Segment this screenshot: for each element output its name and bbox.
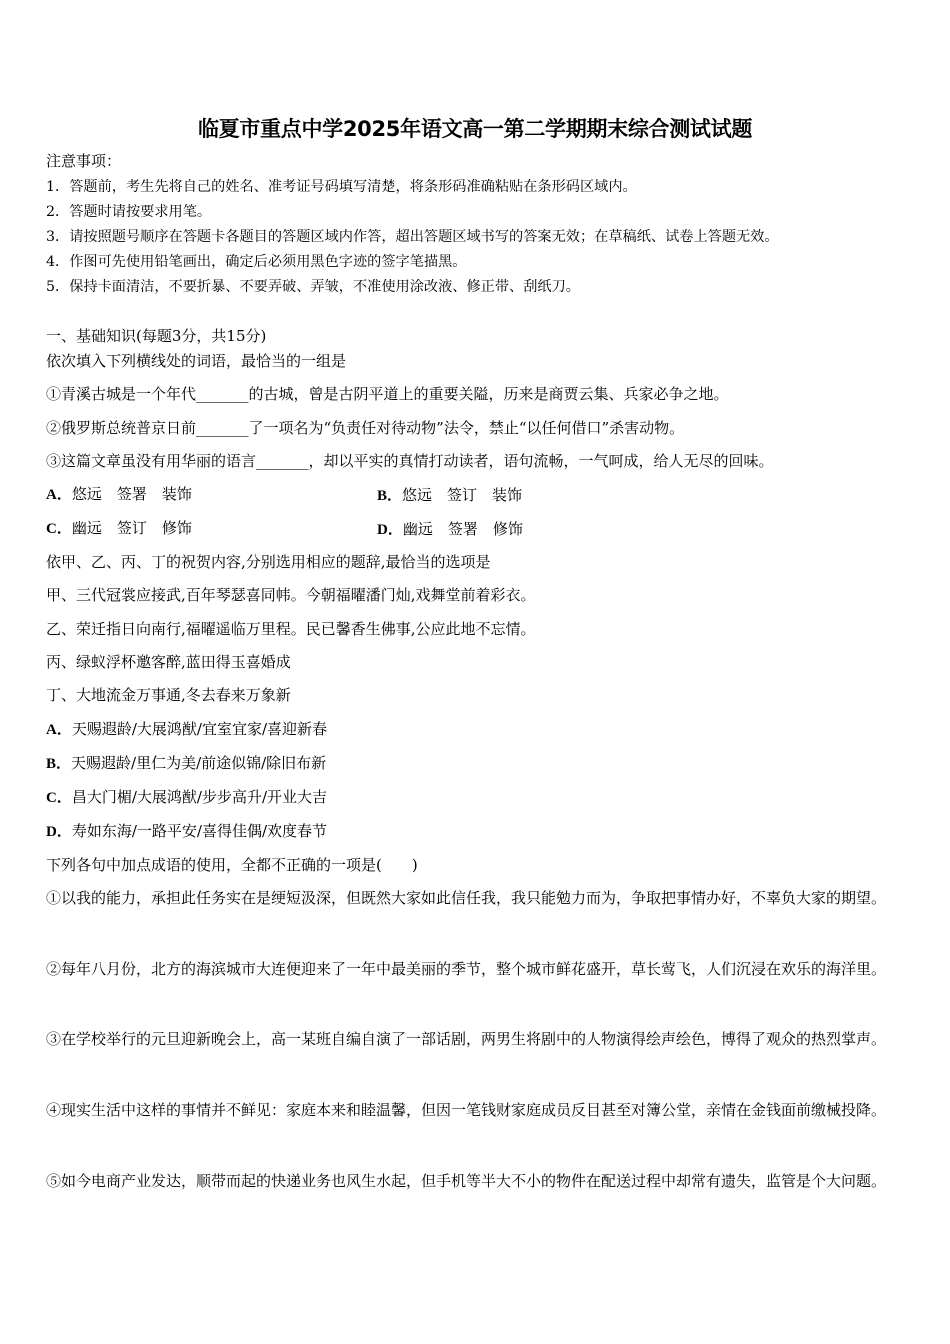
question-line: 丁、大地流金万事通,冬去春来万象新: [46, 686, 291, 704]
option-a: [46, 719, 327, 740]
question-stem: 依甲、乙、丙、丁的祝贺内容,分别选用相应的题辞,最恰当的选项是: [46, 553, 491, 571]
notice-header: 注意事项：: [46, 152, 122, 170]
question-line: 甲、三代冠裳应接武,百年琴瑟喜同帏。今朝福曜潘门灿,戏舞堂前着彩衣。: [46, 586, 536, 604]
notice-item: 1．答题前，考生先将自己的姓名、准考证号码填写清楚，将条形码准确粘贴在条形码区域内。: [46, 179, 637, 195]
notice-item: 3．请按照题号顺序在答题卡各题目的答题区域内作答，超出答题区域书写的答案无效；在草稿纸、试卷上答题无效。: [46, 229, 779, 245]
question-sentence: ②俄罗斯总统普京日前_______了一项名为“负责任对待动物”法令，禁止“以任何借口”杀害动物。: [46, 419, 685, 437]
option-letter: C．: [46, 521, 72, 537]
option-text: 悠远 签署 装饰: [71, 485, 192, 503]
option-text: 天赐遐龄/大展鸿猷/宜室宜家/喜迎新春: [71, 720, 328, 738]
question-line: 乙、荣迁指日向南行,福曜遥临万里程。民已馨香生佛事,公应此地不忘情。: [46, 620, 536, 638]
option-b: [46, 753, 326, 774]
question-sentence: ④现实生活中这样的事情并不鲜见：家庭本来和睦温馨，但因一笔钱财家庭成员反目甚至对簿公堂，亲情在金钱面前缴械投降。: [46, 1101, 887, 1119]
question-sentence: ①以我的能力，承担此任务实在是绠短汲深，但既然大家如此信任我，我只能勉力而为，争取把事情办好，不辜负大家的期望。: [46, 889, 887, 907]
question-stem: 下列各句中加点成语的使用，全都不正确的一项是( ): [46, 856, 418, 874]
option-d: [377, 518, 523, 539]
option-text: 幽远 签订 修饰: [71, 519, 192, 537]
option-letter: C．: [46, 790, 72, 806]
option-letter: B．: [377, 488, 403, 504]
notice-item: 5．保持卡面清洁，不要折暴、不要弄破、弄皱，不准使用涂改液、修正带、刮纸刀。: [46, 279, 580, 295]
question-stem: 依次填入下列横线处的词语，最恰当的一组是: [46, 352, 347, 370]
option-a: [46, 484, 192, 505]
question-sentence: ③这篇文章虽没有用华丽的语言_______，却以平实的真情打动读者，语句流畅，一气呵成，给人无尽的回味。: [46, 452, 774, 470]
option-text: 悠远 签订 装饰: [402, 486, 523, 504]
option-text: 天赐遐龄/里仁为美/前途似锦/除旧布新: [71, 754, 327, 772]
option-text: 幽远 签署 修饰: [402, 520, 523, 538]
option-letter: B．: [46, 756, 72, 772]
option-c: [46, 518, 192, 539]
option-c: [46, 787, 327, 808]
page-title: 临夏市重点中学2025年语文高一第二学期期末综合测试试题: [197, 117, 753, 141]
question-sentence: ①青溪古城是一个年代_______的古城，曾是古阴平道上的重要关隘，历来是商贾云集、兵家必争之地。: [46, 385, 729, 403]
option-text: 昌大门楣/大展鸿猷/步步高升/开业大吉: [71, 788, 328, 806]
section-header: 一、基础知识(每题3分，共15分): [46, 327, 267, 345]
option-text: 寿如东海/一路平安/喜得佳偶/欢度春节: [71, 822, 328, 840]
question-sentence: ⑤如今电商产业发达，顺带而起的快递业务也风生水起，但手机等半大不小的物件在配送过程中却常有遗失，监管是个大问题。: [46, 1172, 887, 1190]
notice-item: 4．作图可先使用铅笔画出，确定后必须用黑色字迹的签字笔描黑。: [46, 254, 467, 270]
notice-item: 2．答题时请按要求用笔。: [46, 204, 212, 220]
option-letter: A．: [46, 722, 72, 738]
question-sentence: ③在学校举行的元旦迎新晚会上，高一某班自编自演了一部话剧，两男生将剧中的人物演得绘声绘色，博得了观众的热烈掌声。: [46, 1030, 887, 1048]
option-letter: A．: [46, 487, 72, 503]
option-d: [46, 821, 327, 842]
option-letter: D．: [46, 824, 72, 840]
question-line: 丙、绿蚁浮杯邀客醉,蓝田得玉喜婚成: [46, 653, 291, 671]
option-b: [377, 484, 522, 505]
option-letter: D．: [377, 522, 403, 538]
question-sentence: ②每年八月份，北方的海滨城市大连便迎来了一年中最美丽的季节，整个城市鲜花盛开，草长莺飞，人们沉浸在欢乐的海洋里。: [46, 960, 887, 978]
